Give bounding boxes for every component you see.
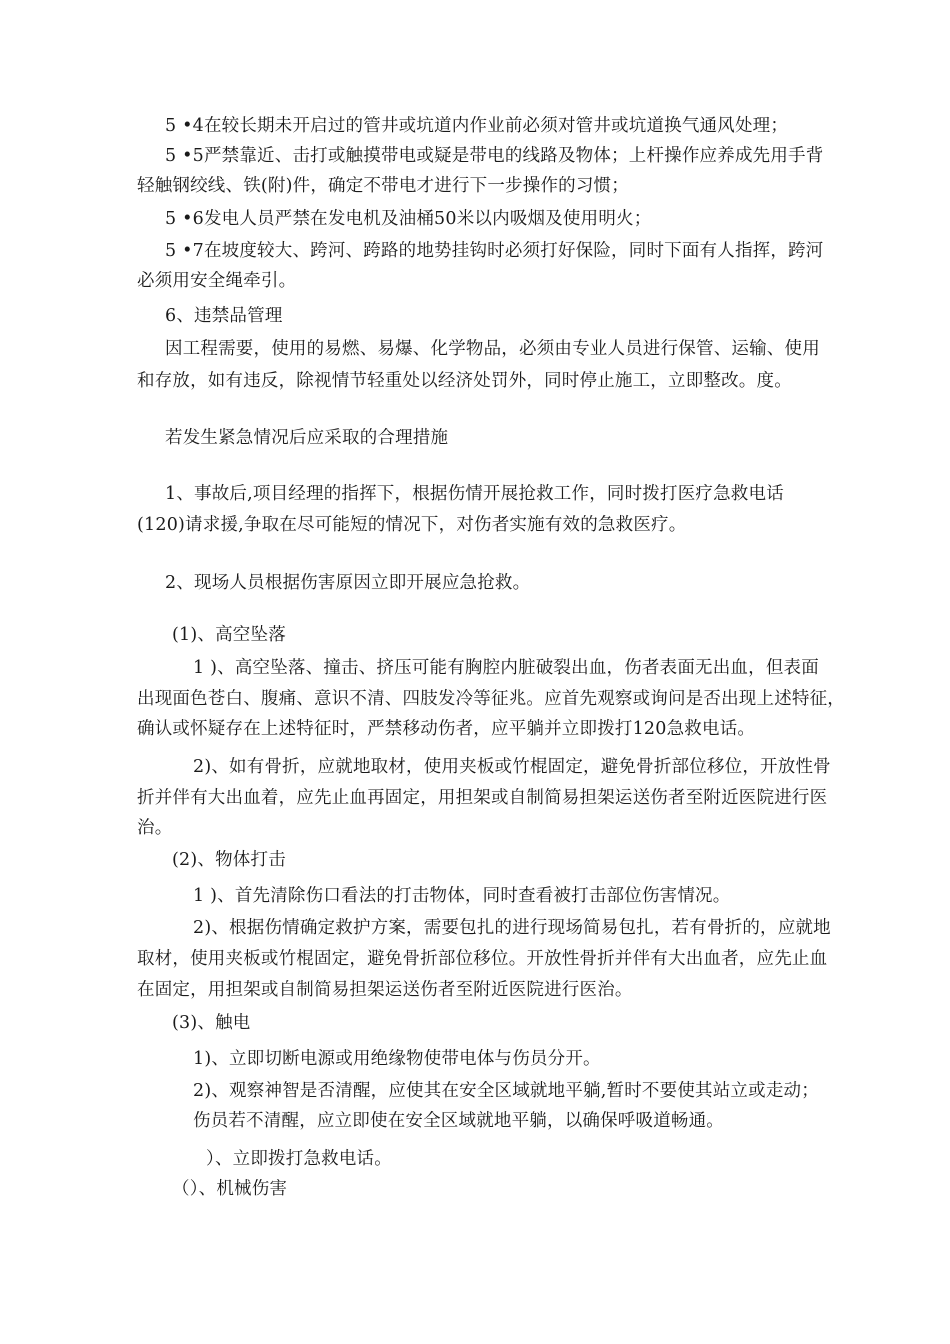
text-line: 2)、观察神智是否清醒，应使其在安全区域就地平躺,暂时不要使其站立或走动； (193, 1081, 819, 1101)
text-line: 在固定，用担架或自制简易担架运送伤者至附近医院进行医治。 (137, 980, 633, 1000)
text-line: 出现面色苍白、腹痛、意识不清、四肢发冷等征兆。应首先观察或询问是否出现上述特征， (137, 689, 845, 709)
text-line: 2)、如有骨折，应就地取材，使用夹板或竹棍固定，避免骨折部位移位，开放性骨 (193, 757, 831, 777)
text-line: ）、立即拨打急救电话。 (206, 1149, 392, 1169)
text-line: 5 •5严禁靠近、击打或触摸带电或疑是带电的线路及物体；上杆操作应养成先用手背 (165, 146, 824, 166)
text-line: 5 •4在较长期未开启过的管井或坑道内作业前必须对管井或坑道换气通风处理； (165, 116, 789, 136)
text-line: 1)、立即切断电源或用绝缘物使带电体与伤员分开。 (193, 1049, 601, 1069)
section-heading: 若发生紧急情况后应采取的合理措施 (165, 428, 449, 448)
subsection-heading: （）、机械伤害 (172, 1179, 288, 1199)
text-line: 和存放，如有违反，除视情节轻重处以经济处罚外，同时停止施工，立即整改。度。 (137, 371, 792, 391)
text-line: 5 •6发电人员严禁在发电机及油桶50米以内吸烟及使用明火； (165, 209, 652, 229)
text-line: 治。 (137, 818, 173, 838)
text-line: 轻触钢绞线、铁(附)件，确定不带电才进行下一步操作的习惯； (137, 176, 629, 196)
text-line: 1 )、高空坠落、撞击、挤压可能有胸腔内脏破裂出血，伤者表面无出血，但表面 (193, 658, 819, 678)
text-line: 2)、根据伤情确定救护方案，需要包扎的进行现场简易包扎，若有骨折的，应就地 (193, 918, 831, 938)
text-line: 1、事故后,项目经理的指挥下，根据伤情开展抢救工作，同时拨打医疗急救电话 (165, 484, 784, 504)
subsection-heading: (3)、触电 (172, 1013, 251, 1033)
text-line: 因工程需要，使用的易燃、易爆、化学物品，必须由专业人员进行保管、运输、使用 (165, 339, 820, 359)
text-line: 取材，使用夹板或竹棍固定，避免骨折部位移位。开放性骨折并伴有大出血者，应先止血 (137, 949, 828, 969)
text-line: (120)请求援,争取在尽可能短的情况下，对伤者实施有效的急救医疗。 (137, 515, 687, 535)
subsection-heading: (1)、高空坠落 (172, 625, 286, 645)
text-line: 5 •7在坡度较大、跨河、跨路的地势挂钩时必须打好保险，同时下面有人指挥，跨河 (165, 241, 824, 261)
section-heading: 6、违禁品管理 (165, 306, 283, 326)
subsection-heading: (2)、物体打击 (172, 850, 286, 870)
text-line: 伤员若不清醒，应立即使在安全区域就地平躺，以确保呼吸道畅通。 (193, 1111, 724, 1131)
text-line: 1 )、首先清除伤口看法的打击物体，同时查看被打击部位伤害情况。 (193, 886, 731, 906)
text-line: 折并伴有大出血着，应先止血再固定，用担架或自制简易担架运送伤者至附近医院进行医 (137, 788, 828, 808)
text-line: 2、现场人员根据伤害原因立即开展应急抢救。 (165, 573, 531, 593)
text-line: 确认或怀疑存在上述特征时，严禁移动伤者，应平躺并立即拨打120急救电话。 (137, 719, 756, 739)
text-line: 必须用安全绳牵引。 (137, 271, 297, 291)
